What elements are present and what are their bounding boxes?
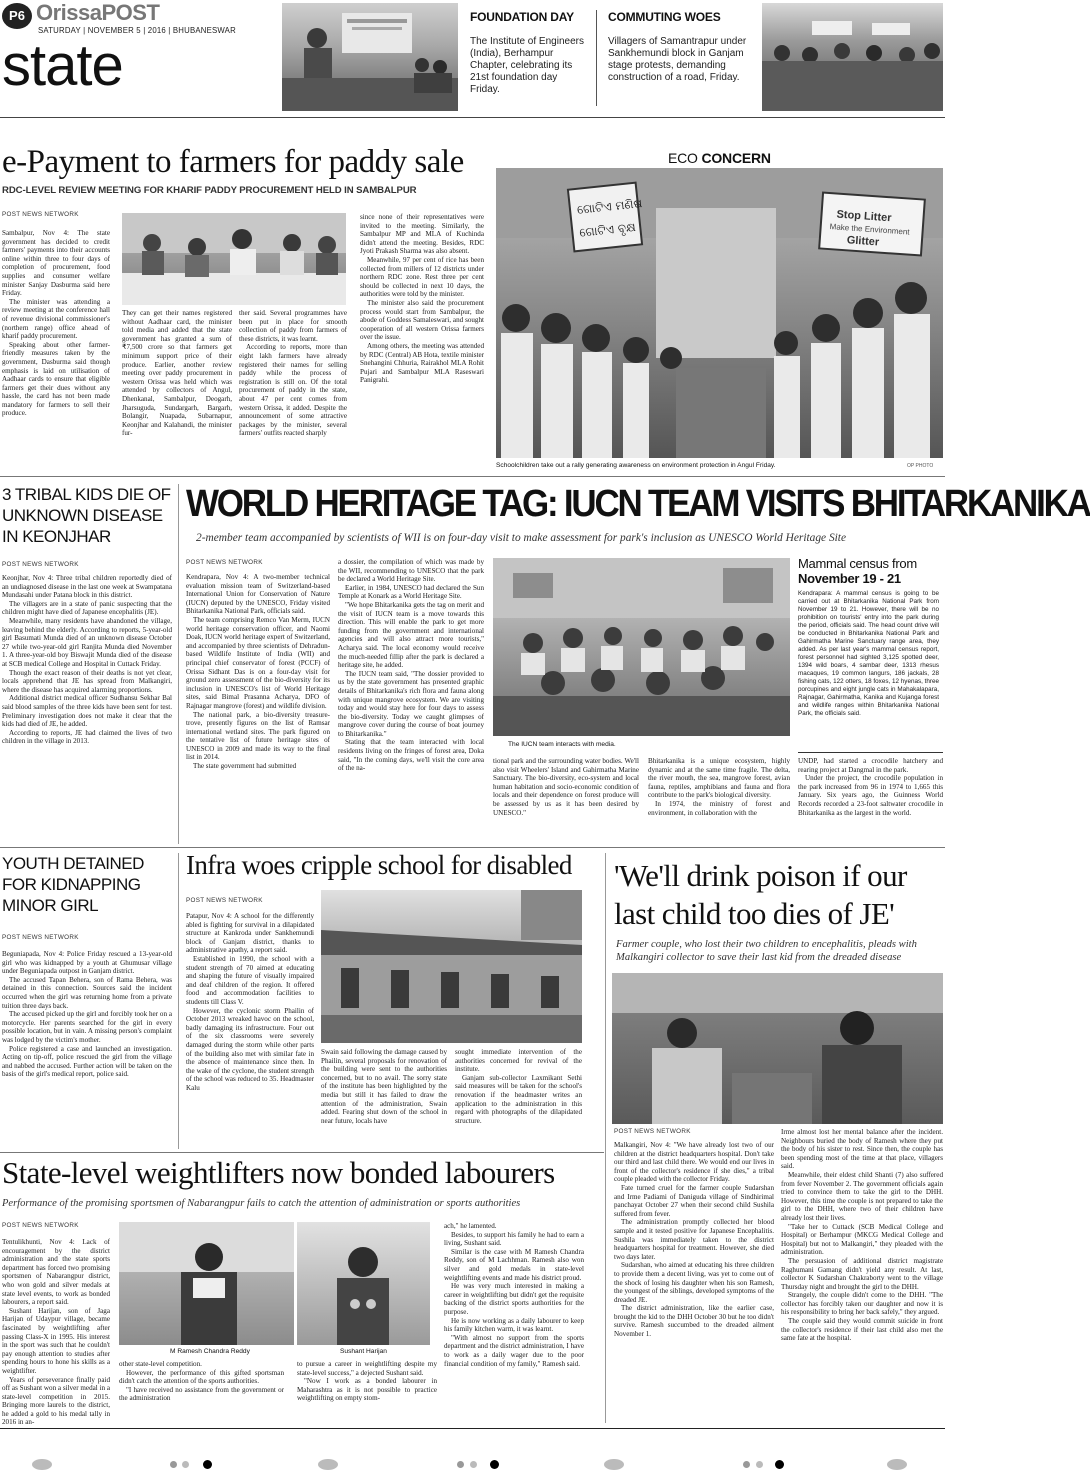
paragraph: Years of perseverance finally paid off as Sushant won a silver medal in a state-level competition in 2015. Bringing more laurels to the district, he added a gold to his medal tally in 2016 in an-: [2, 1375, 110, 1427]
infra-col-1: [186, 912, 314, 1150]
weightlifters-col-4: [444, 1222, 584, 1422]
byline: POST NEWS NETWORK: [186, 897, 263, 904]
registration-dot: [203, 1460, 212, 1469]
promo-head: FOUNDATION DAY: [470, 10, 574, 24]
paragraph: The minister also said the procurement process would start from Sambalpur, the abode of Goddess Samaleswari, and sought cooperation of all western Orissa farmers over the issue.: [360, 298, 484, 342]
ramesh-reddy-photo: [119, 1222, 294, 1345]
paragraph: The accused Tapan Behera, son of Rama Behera, was detained in this connection. Sources said the incident occurred when the girl was returning home from a private tuition three days back.: [2, 975, 172, 1010]
mammal-title-bold: November 19 - 21: [798, 571, 901, 586]
byline: POST NEWS NETWORK: [614, 1128, 691, 1135]
registration-dot: [470, 1461, 477, 1468]
e-payment-col-3: [239, 309, 347, 471]
mammal-census-box: [798, 556, 943, 746]
box-rule: [798, 752, 943, 753]
paragraph: Beguniapada, Nov 4: Police Friday rescued a 13-year-old girl who was kidnapped by a youth at Ghumusar village under Beguniapada outpost in Ganjam district.: [2, 950, 172, 976]
kicker-e-payment: RDC-LEVEL REVIEW MEETING FOR KHARIF PADDY PROCUREMENT HELD IN SAMBALPUR: [2, 185, 417, 196]
section-title: state: [2, 33, 123, 98]
poison-col-2: [781, 1128, 943, 1421]
poison-col-1: [614, 1141, 774, 1421]
section-rule: [0, 1152, 604, 1153]
paragraph: Keonjhar, Nov 4: Three tribal children reportedly died of an undiagnosed disease in the last one week at Swampatana Mundasahi under Patana block in this district.: [2, 574, 172, 600]
e-payment-col-2: [122, 309, 232, 471]
paragraph: Established in 1990, the school with a student strength of 70 aimed at educating and shaping the future of visually impaired and deaf children of the region. It offered food and accommodation facilities to students till Class V.: [186, 954, 314, 1006]
deck-world-heritage: 2-member team accompanied by scientists of WII is on four-day visit to make assessment for park's inclusion as UNESCO World Heritage Site: [196, 532, 847, 544]
headline-e-payment[interactable]: e-Payment to farmers for paddy sale: [2, 144, 464, 180]
sushant-harijan-photo: [297, 1222, 430, 1345]
youth-detained-body: [2, 950, 172, 1150]
sushant-photo-caption: Sushant Harijan: [340, 1348, 387, 1355]
promo-commuting-woes[interactable]: [608, 10, 758, 110]
paragraph: Sambalpur, Nov 4: The state government has decided to credit farmers' payments into their accounts online within three to four days of completion of procurement, food supplies and consumer welfare minister Sanjay Dasburma said here Friday.: [2, 229, 110, 298]
paragraph: Meanwhile, many residents have abandoned the village, leaving behind the elderly. According to reports, 5-year-old girl Basumati Munda died of an unknown disease October 27 while two-year-old girl Ranjita Munda died November 1. A three-year-old boy Biswajit Munda died of the disease at SCB medical College and Hospital in Cuttack Friday.: [2, 616, 172, 668]
registration-dot: [32, 1459, 52, 1470]
eco-photo-caption: Schoolchildren take out a rally generating awareness on environment protection in Angul Friday.: [496, 462, 776, 469]
infra-col-2: [321, 1048, 447, 1150]
vertical-rule: [605, 853, 606, 1423]
commuting-woes-photo: [762, 3, 943, 111]
registration-dot: [743, 1461, 750, 1468]
paragraph: UNDP, had started a crocodile hatchery and rearing project at Dangmal in the park.: [798, 757, 943, 774]
paragraph: Tentulikhunti, Nov 4: Lack of encouragement by the district administration and the state sports department has forced two promising sportsmen of Nabarangpur district, who won gold and silver medals at state level events, to work as bonded labourers, a report said.: [2, 1238, 110, 1307]
iucn-media-photo: [493, 558, 790, 736]
svg-text:Make the Environment: Make the Environment: [829, 222, 910, 237]
registration-dot: [490, 1460, 499, 1469]
registration-dot: [457, 1461, 464, 1468]
byline: POST NEWS NETWORK: [2, 561, 79, 568]
paragraph: other state-level competition.: [119, 1360, 202, 1368]
paragraph: The minister was attending a review meeting at the conference hall of revenue divisional commissioner's (northern range) office ahead of kharif paddy procurement.: [2, 297, 110, 341]
foundation-day-photo: [282, 3, 458, 111]
registration-dot: [318, 1459, 338, 1470]
registration-dot: [775, 1460, 784, 1469]
byline: POST NEWS NETWORK: [186, 559, 263, 566]
paragraph: Speaking about other farmer-friendly measures taken by the government, Dasburma said though emphasis is laid on utilisation of Aadhaar cards to ensure that eligible farmers get their dues without any hassle, the card has not been made mandatory for farmers to sell their produce.: [2, 340, 110, 418]
registration-dot: [756, 1461, 763, 1468]
mammal-body: [798, 590, 939, 750]
heritage-col-4: [648, 757, 790, 845]
registration-dot: [170, 1461, 177, 1468]
paragraph: "We hope Bhitarkanika gets the tag on merit and the visit of IUCN team is a move towards this direction. This will enable the park to get more funding from the government and international agencies and will also attract more tourists," Acharya said. The local economy would receive the much-needed fillip after the park is declared a heritage site, he added.: [338, 600, 484, 670]
paragraph: The team comprising Remco Van Merm, IUCN world heritage conservation officer, and Naomi Doak, IUCN world heritage expert of Switzerland, and accompanied by three scientists of Dehradun-based Wildlife Institute of India (WII) and principal chief conservator of forest (PCCF) of Orissa Sidhant Das is on a four-day visit for ground zero assessment of the bio-diversity for its inclusion in UNESCO's list of World Heritage sites, said Bimal Prasanna Acharya, DFO of Rajnagar mangrove (forest) and wildlife division.: [186, 615, 330, 710]
paragraph: Earlier, in 1984, UNESCO had declared the Sun Temple at Konark as a World Heritage Site.: [338, 583, 484, 601]
review-meeting-photo: [122, 213, 346, 305]
paragraph: Under the project, the crocodile population in the park increased from 96 in 1974 to 1,665 this January. Six years ago, the Guinness World Records recorded a 23-foot saltwater crocodile in Bhitarkanika as the largest in the world.: [798, 774, 943, 817]
paragraph: The administration promptly collected her blood sample and it tested positive for Japanese Encephalitis. Sushila was immediately taken to the district headquarters hospital for treatment. However, she died two days later.: [614, 1218, 774, 1261]
dateline: SATURDAY | NOVEMBER 5 | 2016 | BHUBANESWAR: [38, 26, 236, 35]
headline-youth-detained[interactable]: YOUTH DETAINED FOR KIDNAPPING MINOR GIRL: [2, 854, 144, 915]
paragraph: He was very much interested in making a career in weightlifting but didn't get the requisite backing of the district sports authorities for the purpose.: [444, 1282, 584, 1316]
paragraph: The villagers are in a state of panic suspecting that the children might have died of Japanese encephalitis (JE).: [2, 599, 172, 617]
headline-weightlifters[interactable]: State-level weightlifters now bonded labourers: [2, 1155, 555, 1190]
headline-tribal-kids[interactable]: 3 TRIBAL KIDS DIE OF UNKNOWN DISEASE IN KEONJHAR: [2, 485, 171, 546]
paragraph: since none of their representatives were invited to the meeting. Similarly, the Sambalpur MP and MLA of Kuchinda didn't attend the meeting. Besides, RDC Jyoti Prakash Sharma was also absent.: [360, 213, 484, 256]
weightlifters-col-2: [119, 1360, 284, 1422]
paragraph: According to reports, more than eight lakh farmers have already registered their names for selling paddy while the process of registration is still on. Of the total procurement of paddy in the state, about 47 per cent comes from western Orissa, it added. Despite the announcement of some attractive packages by the minister, several farmers' outfits reacted sharply: [239, 343, 347, 438]
weightlifters-col-1: [2, 1238, 110, 1427]
couple-photo: [612, 973, 943, 1124]
paragraph: Fate turned cruel for the farmer couple Sudarshan and Irme Padiami of Daniguda village of Sindhirimal panchayat October 27 when their second child Sushila suffered from fever.: [614, 1183, 774, 1218]
mammal-title-light: Mammal census from: [798, 556, 917, 571]
brand-logo: OrissaPOST: [36, 0, 160, 25]
school-building-photo: [321, 890, 582, 1043]
paragraph: Stating that the team interacted with local residents living on the fringes of forest area, Doka said, "In the coming days, we'll visit the core area of the na-: [338, 738, 484, 773]
byline: POST NEWS NETWORK: [2, 211, 79, 218]
promo-head: COMMUTING WOES: [608, 10, 721, 24]
svg-text:Glitter: Glitter: [846, 234, 880, 249]
sign2-text: ଗୋଟିଏ ବୃକ୍ଷ: [578, 219, 637, 240]
registration-dot: [604, 1459, 624, 1470]
paragraph: The district administration, like the earlier case, brought the kid to the DHH October 30 but he too didn't survive. Ramesh succumbed to the dreaded ailment November 1.: [614, 1304, 774, 1339]
paragraph: Ganjam sub-collector Laxmikant Sethi said measures will be taken for the school's renovation if the headmaster writes an application to the administration in this regard with photographs of the dilapidated structure.: [455, 1073, 582, 1125]
sign1-text: ଗୋଟିଏ ମଣିଷ: [576, 196, 643, 217]
deck-weightlifters: Performance of the promising sportsmen of Nabarangpur fails to catch the attention of administration or sports authorities: [2, 1198, 521, 1209]
headline-poison[interactable]: 'We'll drink poison if our last child too dies of JE': [614, 858, 907, 931]
heritage-col-2: [338, 558, 484, 845]
registration-dot: [887, 1459, 907, 1470]
paragraph: Police registered a case and launched an investigation. Acting on tip-off, police rescued the girl from the village and nabbed the accused. Further action will be taken on the basis of the girl's medical report, police said.: [2, 1044, 172, 1079]
paragraph: Kendrapara, Nov 4: A two-member technical evaluation mission team of Switzerland-based International Union for Conservation of Nature (IUCN) deputed by the UNESCO, Friday visited Bhitarkanika National Park, officials said.: [186, 573, 330, 616]
vertical-rule: [178, 853, 179, 1149]
registration-dot: [182, 1461, 189, 1468]
paragraph: Strangely, the couple didn't come to the DHH. "The collector has forcibly taken our daughter and now it is his responsibility to bring her back safely," they argued.: [781, 1291, 943, 1317]
paragraph: Kendrapara: A mammal census is going to be carried out at Bhitarkanika National Park from November 19 to 21. However, there will be no prohibition on tourists' entry into the park during the period, officials said. The head count drive will be conducted in Bhitarkanika National Park and Gahirmatha Marine Sanctuary range area, they added. As per last year's mammal census report, forest personnel had sighted 3,125 spotted deer, 1394 wild boars, 4 sambar deer, 1313 rhesus macaques, 19 common langurs, 186 jackals, 28 fishing cats, 122 otters, 18 foxes, 12 hyenas, three porcupines and eight jungle cats in Mahakalapara, Rajnagar, Gahirmatha, Kanika and Kujanga forest and wildlife ranges within Bhitarkanika National Park, the officials said.: [798, 590, 939, 717]
paragraph: According to reports, JE had claimed the lives of two children in the village in 2013.: [2, 728, 172, 746]
headline-world-heritage[interactable]: WORLD HERITAGE TAG: IUCN TEAM VISITS BHITARKANIKA: [186, 483, 1090, 525]
byline: POST NEWS NETWORK: [2, 934, 79, 941]
byline: POST NEWS NETWORK: [2, 1222, 79, 1229]
paragraph: ther said. Several programmes have been put in place for smooth collection of paddy from farmers of these districts, it was learnt.: [239, 309, 347, 343]
deck-poison: Farmer couple, who lost their two children to encephalitis, pleads with Malkangiri collector to save their last kid from the dreaded disease: [616, 939, 917, 963]
paragraph: Though the exact reason of their deaths is not yet clear, locals apprehend that JE has spread from Malkangiri, where the disease has acquired alarming proportions.: [2, 668, 172, 694]
paragraph: In 1974, the ministry of forest and environment, in collaboration with the: [648, 799, 790, 817]
paragraph: The couple said they would commit suicide in front the collector's residence if their last child also met the same fate at the hospital.: [781, 1317, 943, 1343]
promo-foundation-day[interactable]: [470, 10, 588, 110]
paragraph: Patapur, Nov 4: A school for the differently abled is fighting for survival in a dilapidated structure at Kankroda under Sankhemundi block of Ganjam district, thanks to administrative apathy, a report said.: [186, 912, 314, 955]
e-payment-col-4: [360, 213, 484, 471]
paragraph: He is now working as a daily labourer to keep his family kitchen warm, it was learnt.: [444, 1316, 584, 1334]
heritage-col-1: [186, 573, 330, 845]
paragraph: "Now I work as a bonded labourer in Maharashtra as it is not possible to practice weightlifting on empty stom-: [297, 1377, 437, 1403]
school-rally-photo: [496, 168, 943, 458]
paragraph: Among others, the meeting was attended by RDC (Central) AB Hota, textile minister Snehangini Chhuria, Rairakhol MLA Rohit Pujari and Sambalpur MLA Raseswari Panigrahi.: [360, 341, 484, 385]
vertical-rule: [178, 484, 179, 844]
heritage-col-5: [798, 757, 943, 845]
paragraph: Malkangiri, Nov 4: "We have already lost two of our children at the district headquarters hospital. Don't take our third and last child there. We would end our lives in front of the collector's residence if she dies," a tribal couple pleaded with the collector Friday.: [614, 1141, 774, 1184]
paragraph: Swain said following the damage caused by Phailin, several proposals for renovation of the building were sent to the authorities concerned, but to no avail. The sorry state of the institute has been highlighted by the media but still it has failed to draw the attention of the administration, Swain added. Fearing shut down of the school in near future, locals have: [321, 1048, 447, 1125]
paragraph: to pursue a career in weightlifting despite my state-level success," a dejected Sushant said.: [297, 1360, 437, 1377]
paragraph: ach," he lamented.: [444, 1222, 497, 1230]
paragraph: "With almost no support from the sports department and the district administration, I have to work as a daily wager due to the poor financial condition of my family," Ramesh said.: [444, 1333, 584, 1368]
page-number-badge: P6: [2, 3, 32, 29]
section-rule: [0, 476, 945, 477]
paragraph: Meanwhile, 97 per cent of rice has been collected from millers of 12 districts under northern RDC zone. Rest three per cent should be collected in next 10 days, the authorities were told by the minister.: [360, 255, 484, 299]
headline-infra-woes[interactable]: Infra woes cripple school for disabled: [186, 850, 572, 880]
paragraph: Similar is the case with M Ramesh Chandra Reddy, son of M Lachhman. Ramesh also won silver and gold medals in state-level weightlifting events and made his district proud.: [444, 1247, 584, 1282]
eco-label-bold: CONCERN: [701, 150, 771, 166]
header-rule: [0, 117, 945, 118]
promo-divider: [596, 10, 597, 106]
tribal-kids-body: [2, 574, 172, 844]
paragraph: a dossier, the compilation of which was made by the WII, recommending to UNESCO that the park be declared a World Heritage Site.: [338, 558, 484, 584]
svg-text:Stop Litter: Stop Litter: [836, 208, 892, 225]
paragraph: Meanwhile, their eldest child Shanti (7) also suffered from fever November 2. The government officials again tried to convince them to take the girl to the DHH. However, this time the couple is not prepared to take the girl to the DHH, where two of their children have already lost their lives.: [781, 1170, 943, 1222]
heritage-col-3: [493, 757, 639, 845]
eco-photo-credit: OP PHOTO: [907, 463, 934, 469]
paragraph: They can get their names registered without Aadhaar card, the minister told media and added that the state government has granted a sum of ₹7,500 crore so that farmers get minimum support price of their produce. Earlier, another review meeting over paddy procurement in western Orissa was held which was attended by collectors of Angul, Dhenkanal, Sambalpur, Deogarh, Jharsuguda, Sundargarh, Bargarh, Bolangir, Nuapada, Subarnapur, Keonjhar and Kalahandi, the minister fur-: [122, 309, 232, 438]
paragraph: Additional district medical officer Sudhansu Sekhar Bal said blood samples of the three kids have been sent for test. Preliminary investigation does not make it clear that the kids had died of JE, he added.: [2, 694, 172, 729]
paragraph: sought immediate intervention of the authorities concerned for revival of the institute.: [455, 1048, 582, 1074]
paragraph: The national park, a bio-diversity treasure-trove, presently figures on the list of Ramsar international wetland sites. The park figured on the tentative list of future heritage sites of UNESCO in 2009 and made its way to the final list in 2014.: [186, 710, 330, 762]
weightlifters-col-3: [297, 1360, 437, 1422]
paragraph: However, the cyclonic storm Phailin of October 2013 wreaked havoc on the school, badly damaging its infrastructure. Four out of the six classrooms were severely damaged during the storm while other parts of the building also met with similar fate in the absence of maintenance since then. In the wake of the cyclone, the student strength of the school was reduced to 35. Headmaster Kalu: [186, 1006, 314, 1092]
promo-body: Villagers of Samantrapur under Sankhemundi block in Ganjam stage protests, demanding construction of a road, Friday.: [608, 36, 747, 83]
paragraph: Besides, to support his family he had to earn a living, Sushant said.: [444, 1230, 584, 1248]
paragraph: tional park and the surrounding water bodies. We'll also visit Wheelers' Island and Gahirmatha Marine Sanctuary. The bio-diversity, eco-system and local human habitation and socio-economic condition of locals and their dependence on forest produce will be assessed by us as it has been desired by UNESCO.": [493, 757, 639, 817]
e-payment-col-1: [2, 229, 110, 469]
paragraph: However, the performance of this gifted sportsman didn't catch the attention of the sports authorities.: [119, 1368, 284, 1386]
paragraph: Bhitarkanika is a unique ecosystem, highly dynamic and at the same time fragile. The delta, the river mouth, the sea, mangrove forest, avian fauna, reptiles, amphibians and fauna and flora contribute to the park's biological diversity.: [648, 757, 790, 800]
paragraph: The state government had submitted: [193, 762, 297, 771]
paragraph: The IUCN team said, "The dossier provided to us by the state government has presented graphic details of Bhitarkanika's rich flora and fauna along with unique mangrove ecosystem. We are visiting today and would stay here for four days to assess the bio-diversity. Today we caught glimpses of mangrove cover during the course of boat journey to Bhitarkanika.": [338, 669, 484, 738]
paragraph: The accused picked up the girl and forcibly took her on a motorcycle. Her parents searched for the girl in every possible location, but in vain. A missing person's complaint was lodged by the victim's mother.: [2, 1010, 172, 1044]
paragraph: Sudarshan, who aimed at educating his three children to provide them a decent living, was yet to come out of the shock of losing his daughter when his son Ramesh, the youngest of the siblings, developed symptoms of the dreaded JE.: [614, 1261, 774, 1304]
promo-body: The Institute of Engineers (India), Berhampur Chapter, celebrating its 21st foundation day Friday.: [470, 36, 584, 95]
print-registration-marks: [0, 1455, 945, 1475]
eco-label-light: ECO: [668, 150, 698, 166]
ramesh-photo-caption: M Ramesh Chandra Reddy: [170, 1348, 250, 1355]
paragraph: "Take her to Cuttack (SCB Medical College and Hospital) or Berhampur (MKCG Medical College and Hospital) but not to Malkangiri," they pleaded with the administration.: [781, 1222, 943, 1257]
paragraph: Sushant Harijan, son of Jaga Harijan of Udaypur village, became fascinated by weightlifting after passing Class-X in 1995. His interest in the sport was such that he couldn't pay enough attention to studies after spending hours to hone his skills as a weightlifter.: [2, 1306, 110, 1375]
eco-concern-label: [668, 150, 771, 166]
footer-rule: [0, 1428, 945, 1429]
iucn-photo-caption: The IUCN team interacts with media.: [508, 741, 616, 748]
paragraph: The persuasion of additional district magistrate Raghumani Gamang didn't yield any result. At last, collector K Sudarshan Chakraborty went to the village Thursday night and brought the girl to the DHH.: [781, 1256, 943, 1291]
paragraph: Irme almost lost her mental balance after the incident. Neighbours buried the body of Ramesh where they put the body of his sister to rest. Since then, the couple has been spending most of the time at that place, villagers said.: [781, 1128, 943, 1171]
paragraph: "I have received no assistance from the government or the administration: [119, 1385, 284, 1403]
infra-col-3: [455, 1048, 582, 1150]
